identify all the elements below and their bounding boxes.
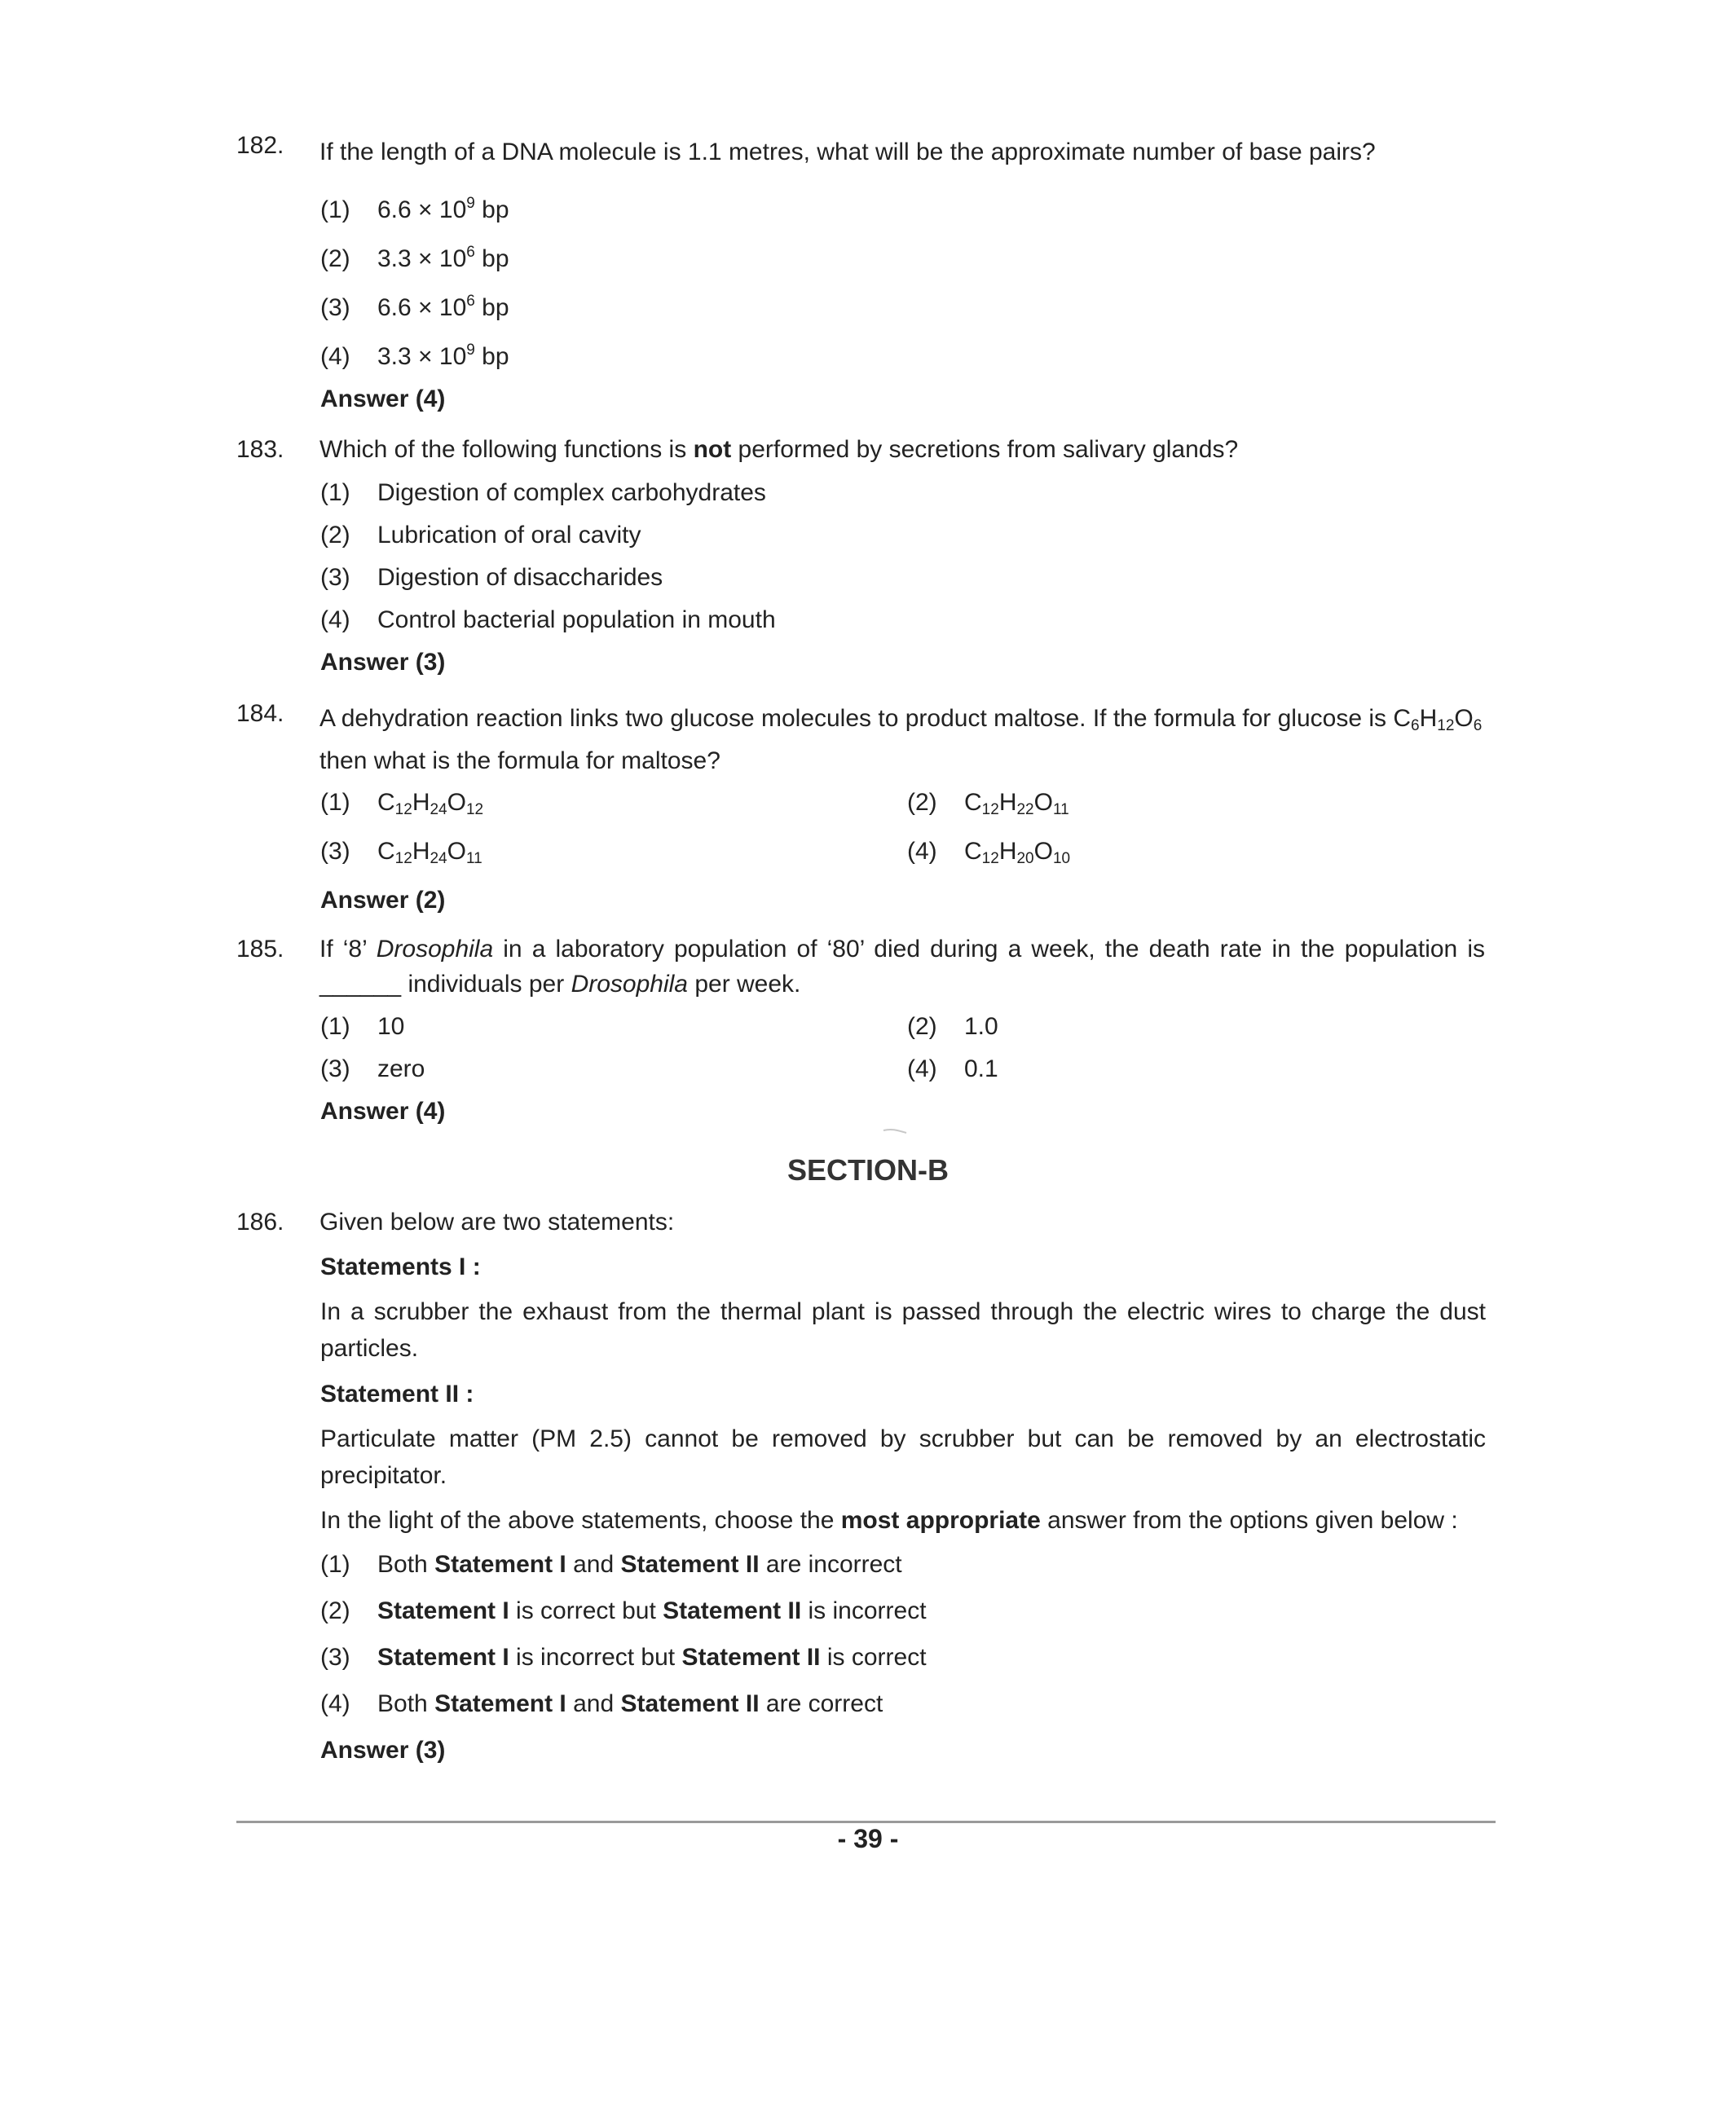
answer: Answer (3) (320, 649, 446, 676)
option: (2) Lubrication of oral cavity (320, 522, 641, 548)
option: (1) Both Statement I and Statement II are incorrect (320, 1551, 902, 1578)
page-number: - 39 - (837, 1824, 899, 1853)
stray-mark (883, 1128, 907, 1134)
option: (4) Both Statement I and Statement II are correct (320, 1690, 883, 1717)
glucose-formula: $C_6H_{12}O_6$ (1393, 705, 1483, 734)
option: (4) 0.1 (907, 1055, 998, 1082)
statement-1-text: In a scrubber the exhaust from the thermal plant is passed through the electric wires to charge the dust particles. (320, 1298, 1486, 1362)
option: (4) $C_{12}H_{20}O_{10}$ (907, 838, 1071, 867)
answer: Answer (3) (320, 1737, 446, 1764)
option: (2) $3.3 \times 10^6$ bp (320, 244, 509, 272)
question-text: A dehydration reaction links two glucose molecules to product maltose. If the formula for glucose is $C_6H_{12}O_6$ then what is the formula for maltose? (319, 705, 1483, 774)
option: (1) $6.6 \times 10^9$ bp (320, 195, 509, 223)
option: (2) $C_{12}H_{22}O_{11}$ (907, 789, 1069, 818)
footer-divider (236, 1821, 1496, 1823)
question-number: 182. (236, 132, 284, 159)
answer: Answer (2) (320, 887, 446, 914)
option: (1) Digestion of complex carbohydrates (320, 479, 766, 506)
question-number: 185. (236, 936, 284, 963)
statement-1-heading: Statements I : (320, 1253, 481, 1280)
option: (4) $3.3 \times 10^9$ bp (320, 341, 509, 370)
option: (3) zero (320, 1055, 425, 1082)
answer-blank: ______ (319, 971, 402, 998)
option: (1) $C_{12}H_{24}O_{12}$ (320, 789, 484, 818)
question-number: 184. (236, 700, 284, 727)
question-text: If the length of a DNA molecule is 1.1 metres, what will be the approximate number of base pairs? (319, 139, 1376, 165)
answer: Answer (4) (320, 1098, 446, 1125)
option: (3) Statement I is incorrect but Statement II is correct (320, 1644, 927, 1671)
option: (3) $6.6 \times 10^6$ bp (320, 293, 509, 321)
question-text: Given below are two statements: (319, 1209, 675, 1236)
question-text: If ‘8’ Drosophila in a laboratory population of ‘80’ died during a week, the death rate in the population is ______ individuals per Drosophila per week. (319, 936, 1485, 998)
instruction-text: In the light of the above statements, choose the most appropriate answer from the options given below : (320, 1507, 1458, 1534)
question-text: Which of the following functions is not performed by secretions from salivary glands? (319, 436, 1239, 463)
question-number: 183. (236, 436, 284, 463)
option: (3) Digestion of disaccharides (320, 564, 663, 591)
option: (4) Control bacterial population in mouth (320, 606, 776, 633)
option: (2) 1.0 (907, 1013, 998, 1040)
statement-2-text: Particulate matter (PM 2.5) cannot be removed by scrubber but can be removed by an electrostatic precipitator. (320, 1425, 1486, 1489)
option: (2) Statement I is correct but Statement II is incorrect (320, 1597, 927, 1624)
answer: Answer (4) (320, 385, 446, 412)
statement-2-heading: Statement II : (320, 1381, 474, 1408)
question-number: 186. (236, 1209, 284, 1236)
option: (3) $C_{12}H_{24}O_{11}$ (320, 838, 482, 867)
section-title: SECTION-B (787, 1153, 949, 1187)
option: (1) 10 (320, 1013, 405, 1040)
